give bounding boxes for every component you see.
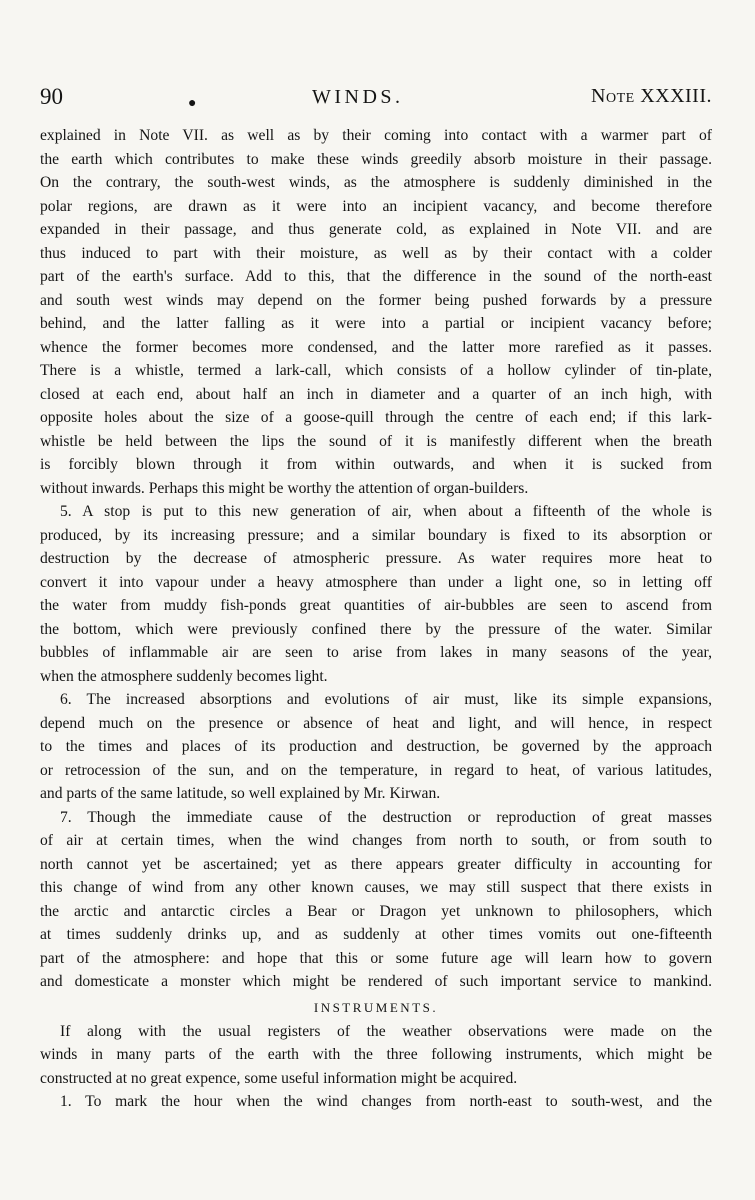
page-body (40, 124, 712, 1114)
header-dot: ● (188, 96, 197, 111)
text-line: There is a whistle, termed a lark-call, which consists of a hollow cylinder of tin-plate, (40, 362, 712, 379)
text-line: produced, by its increasing pressure; and a similar boundary is fixed to its absorption or (40, 526, 712, 544)
text-line: 7. Though the immediate cause of the destruction or reproduction of great masses (60, 808, 712, 826)
instruments-intro (40, 1020, 712, 1091)
text-line: and domesticate a monster which might be rendered of such important service to mankind. (40, 973, 712, 990)
text-line: 5. A stop is put to this new generation of air, when about a fifteenth of the whole is (60, 503, 712, 520)
text-line: expanded in their passage, and thus generate cold, as explained in Note VII. and are (40, 221, 712, 238)
text-line: without inwards. Perhaps this might be worthy the attention of organ-builders. (40, 479, 529, 497)
text-line: of air at certain times, when the wind changes from north to south, or from south to (40, 832, 712, 849)
text-line: when the atmosphere suddenly becomes light. (40, 667, 328, 685)
text-line: thus induced to part with their moisture, as well as by their contact with a colder (40, 244, 712, 262)
text-line: north cannot yet be ascertained; yet as there appears greater difficulty in accounting for (40, 855, 712, 873)
text-line: 6. The increased absorptions and evolutions of air must, like its simple expansions, (60, 691, 712, 708)
running-header (40, 84, 712, 114)
paragraph-5 (40, 500, 712, 688)
text-line: is forcibly blown through it from within outwards, and when it is sucked from (40, 456, 712, 473)
text-line: to the times and places of its production and destruction, be governed by the approach (40, 738, 712, 755)
text-line: part of the earth's surface. Add to this, that the difference in the sound of the north-east (40, 268, 712, 285)
paragraph-7 (40, 806, 712, 994)
text-line: opposite holes about the size of a goose-quill through the centre of each end; if this lark- (40, 409, 712, 426)
text-line: destruction by the decrease of atmospheric pressure. As water requires more heat to (40, 550, 712, 567)
text-line: and south west winds may depend on the former being pushed forwards by a pressure (40, 291, 712, 309)
text-line: On the contrary, the south-west winds, as the atmosphere is suddenly diminished in the (40, 174, 712, 191)
text-line: or retrocession of the sun, and on the temperature, in regard to heat, of various latitudes, (40, 761, 712, 779)
text-line: closed at each end, about half an inch in diameter and a quarter of an inch high, with (40, 385, 712, 403)
text-line: this change of wind from any other known causes, we may still suspect that there exists in (40, 879, 712, 896)
text-line: whistle be held between the lips the sound of it is manifestly different when the breath (40, 432, 712, 450)
text-line: If along with the usual registers of the weather observations were made on the (60, 1022, 712, 1040)
text-line: bubbles of inflammable air are seen to arise from lakes in many seasons of the year, (40, 644, 712, 661)
text-line: the water from muddy fish-ponds great quantities of air-bubbles are seen to ascend from (40, 597, 712, 614)
text-line: whence the former becomes more condensed, and the latter more rarefied as it passes. (40, 338, 712, 356)
text-line: constructed at no great expence, some useful information might be acquired. (40, 1069, 518, 1087)
text-line: behind, and the latter falling as it were into a partial or incipient vacancy before; (40, 315, 712, 332)
page-number: 90 (40, 84, 63, 109)
text-line: convert it into vapour under a heavy atmosphere than under a light one, so in letting off (40, 573, 712, 591)
text-line: and parts of the same latitude, so well explained by Mr. Kirwan. (40, 785, 441, 802)
text-line: the arctic and antarctic circles a Bear or Dragon yet unknown to philosophers, which (40, 902, 712, 920)
text-line: the bottom, which were previously confined there by the pressure of the water. Similar (40, 620, 712, 638)
section-heading: INSTRUMENTS. (313, 999, 439, 1015)
instrument-1 (40, 1090, 712, 1114)
text-line: winds in many parts of the earth with the three following instruments, which might be (40, 1046, 712, 1063)
text-line: at times suddenly drinks up, and as suddenly at other times vomits out one-fifteenth (40, 926, 712, 943)
text-line: the earth which contributes to make these winds greedily absorb moisture in their passage. (40, 150, 712, 168)
text-line: part of the atmosphere: and hope that this or some future age will learn how to govern (40, 949, 712, 967)
text-line: depend much on the presence or absence of heat and light, and will hence, in respect (40, 714, 712, 732)
text-line: 1. To mark the hour when the wind changes from north-east to south-west, and the (60, 1093, 712, 1110)
note-label: Note XXXIII. (591, 85, 712, 107)
text-line: polar regions, are drawn as it were into an incipient vacancy, and become therefore (40, 197, 712, 215)
running-title: WINDS. (312, 86, 404, 108)
paragraph-continuation (40, 124, 712, 500)
text-line: explained in Note VII. as well as by their coming into contact with a warmer part of (40, 127, 712, 144)
paragraph-6 (40, 688, 712, 806)
